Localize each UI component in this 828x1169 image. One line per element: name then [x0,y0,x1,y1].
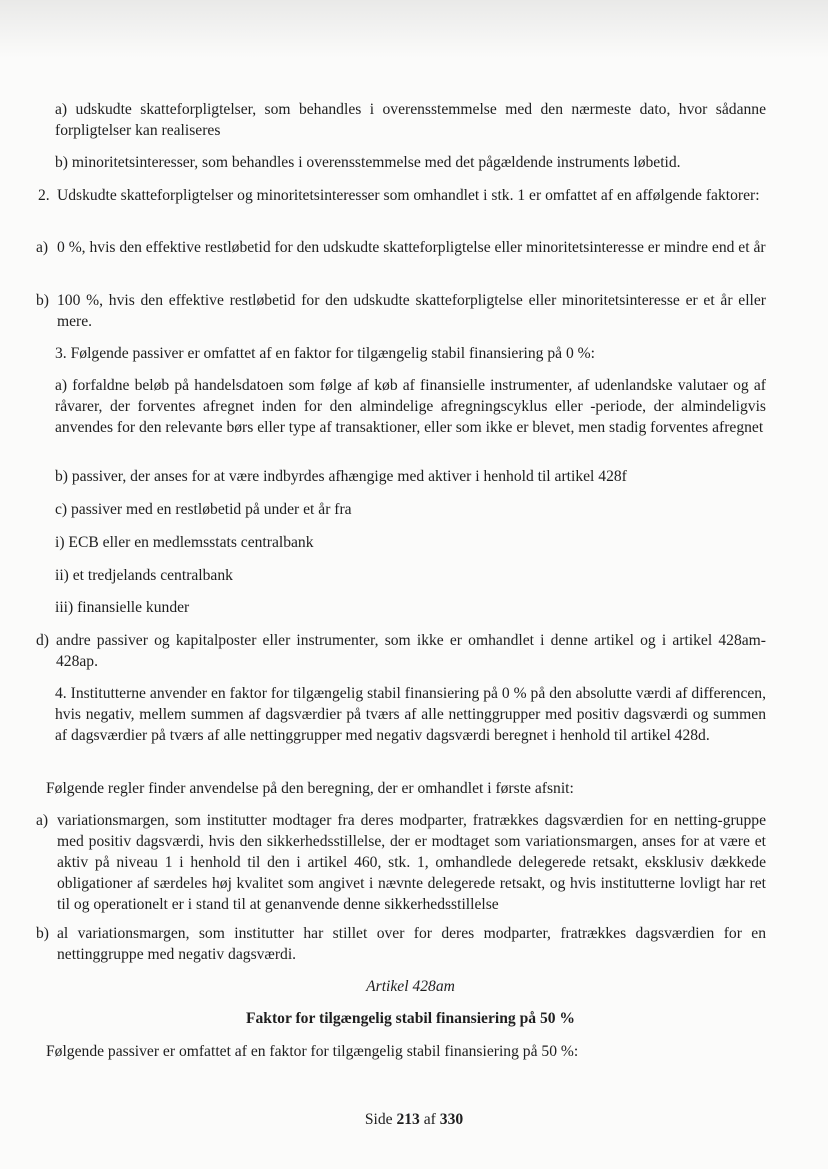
paragraph-interdependent: b) passiver, der anses for at være indbyrdes afhængige med aktiver i henhold til artikel 428f [55,468,627,485]
item-number-2: 2. [38,187,50,204]
footer-current-page: 213 [396,1111,420,1128]
footer-side-label: Side [364,1111,393,1128]
item-label-d: d) [36,632,49,649]
paragraph-fifty-percent-intro: Følgende passiver er omfattet af en faktor for tilgængelig stabil finansiering på 50 %: [46,1043,579,1060]
scan-top-shadow [0,0,828,58]
paragraph-ecb: i) ECB eller en medlemsstats centralbank [55,534,314,551]
page-footer [0,1111,828,1129]
paragraph-trade-date: a) forfaldne beløb på handelsdatoen som følge af køb af finansielle instrumenter, af udenlandske valutaer og af råvarer, der forventes afregnet inden for den almindelige afregningscyklus eller -periode, der almindeligvis anvendes for den relevante børs eller type af transaktioner, eller som ikke er blevet, men stadig forventes afregnet [55,377,766,436]
paragraph-zero-percent: 0 %, hvis den effektive restløbetid for den udskudte skatteforpligtelse eller minoritetsinteresse er mindre end et år [57,239,766,256]
paragraph-other-liabilities: andre passiver og kapitalposter eller instrumenter, som ikke er omhandlet i denne artikel og i artikel 428am-428ap. [56,632,766,670]
footer-af-label: af [423,1111,436,1128]
item-label-b: b) [36,292,49,309]
paragraph-variation-margin-received: variationsmargen, som institutter modtager fra deres modparter, fratrækkes dagsværdien for en netting-gruppe med positiv dagsværdi, hvis den sikkerhedsstillelse, der er modtaget som variationsmargen, anses for at være et aktiv på niveau 1 i henhold til den i artikel 460, stk. 1, omhandlede delegerede retsakt, eksklusiv dækkede obligationer af særdeles høj kvalitet som angivet i nævnte delegerede retsakt, og hvis institutterne lovligt har ret til og operationelt er i stand til at genanvende denne sikkerhedsstillelse [57,812,766,913]
item-label-a-2: a) [36,812,49,829]
article-title: Faktor for tilgængelig stabil finansiering på 50 % [245,1010,576,1027]
paragraph-minority-interests: b) minoritetsinteresser, som behandles i overensstemmelse med det pågældende instruments løbetid. [55,154,681,171]
paragraph-third-country: ii) et tredjelands centralbank [55,567,233,584]
paragraph-hundred-percent: 100 %, hvis den effektive restløbetid for den udskudte skatteforpligtelse eller minoritetsinteresse er et år eller mere. [57,292,766,330]
paragraph-deferred-tax: a) udskudte skatteforpligtelser, som behandles i overensstemmelse med den nærmeste dato, hvor sådanne forpligtelser kan realiseres [55,101,766,139]
paragraph-rules-intro: Følgende regler finder anvendelse på den beregning, der er omhandlet i første afsnit: [46,780,574,797]
paragraph-factors: Udskudte skatteforpligtelser og minoritetsinteresser som omhandlet i stk. 1 er omfattet af en affølgende faktorer: [57,187,760,204]
paragraph-residual-maturity: c) passiver med en restløbetid på under et år fra [55,501,352,518]
paragraph-financial-customers: iii) finansielle kunder [55,599,190,616]
footer-total-pages: 330 [439,1111,464,1128]
article-number: Artikel 428am [366,978,455,995]
paragraph-section-4: 4. Institutterne anvender en faktor for tilgængelig stabil finansiering på 0 % på den absolutte værdi af differencen, hvis negativ, mellem summen af dagsværdier på tværs af alle nettinggrupper med positiv dagsværdi og summen af dagsværdier på tværs af alle nettinggrupper med negativ dagsværdi beregnet i henhold til artikel 428d. [55,685,766,744]
paragraph-variation-margin-posted: al variationsmargen, som institutter har stillet over for deres modparter, fratrækkes dagsværdien for en nettinggruppe med negativ dagsværdi. [57,925,766,963]
item-label-b-2: b) [36,925,49,942]
paragraph-section-3: 3. Følgende passiver er omfattet af en faktor for tilgængelig stabil finansiering på 0 %: [55,345,596,362]
item-label-a: a) [36,239,49,256]
